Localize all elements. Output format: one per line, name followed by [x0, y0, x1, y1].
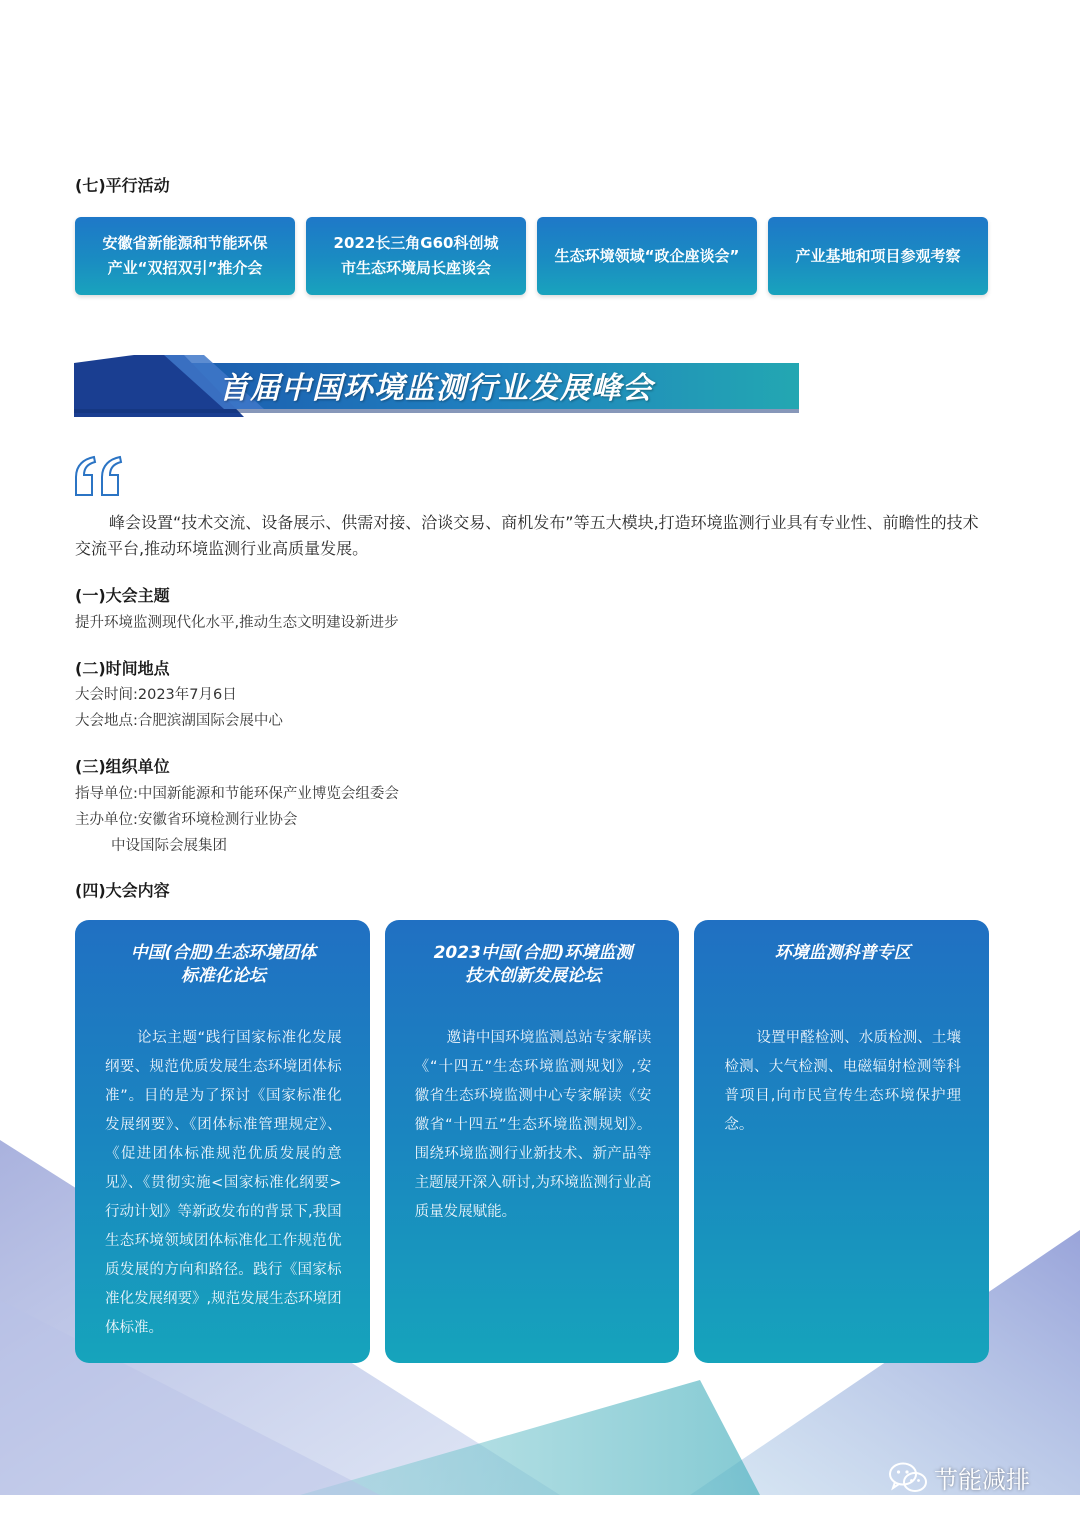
- activity-item: [537, 217, 757, 295]
- activity-label: 生态环境领域“政企座谈会”: [554, 246, 740, 265]
- content-card: [75, 920, 370, 1363]
- content-card: [385, 920, 680, 1363]
- theme-text: 提升环境监测现代化水平,推动生态文明建设新进步: [75, 615, 399, 631]
- summit-title: 首届中国环境监测行业发展峰会: [219, 371, 653, 406]
- summit-intro: 峰会设置“技术交流、设备展示、供需对接、洽谈交易、商机发布”等五大模块,打造环境监测行业具有专业性、前瞻性的技术交流平台,推动环境监测行业高质量发展。: [75, 513, 979, 558]
- card-title: 环境监测科普专区: [774, 943, 911, 963]
- parallel-activities-heading: (七)平行活动: [75, 176, 170, 195]
- watermark-text: 节能减排: [934, 1466, 1030, 1494]
- time-place-heading: (二)时间地点: [75, 659, 170, 678]
- activity-label: 2022长三角G60科创城 市生态环境局长座谈会: [333, 234, 499, 277]
- wechat-icon: [888, 1461, 928, 1495]
- activity-label: 产业基地和项目参观考察: [795, 246, 961, 265]
- card-body: 邀请中国环境监测总站专家解读《“十四五”生态环境监测规划》,安徽省生态环境监测中心专家解读《安徽省“十四五”生态环境监测规划》。围绕环境监测行业新技术、新产品等主题展开深入研讨,为环境监测行业高质量发展赋能。: [414, 1030, 652, 1220]
- quote-mark-icon: [72, 455, 126, 499]
- event-time: 大会时间:2023年7月6日: [75, 687, 237, 703]
- card-title: 2023中国(合肥)环境监测 技术创新发展论坛: [433, 943, 633, 986]
- event-place: 大会地点:合肥滨湖国际会展中心: [75, 713, 283, 729]
- host-unit: 主办单位:安徽省环境检测行业协会: [75, 812, 298, 828]
- theme-heading: (一)大会主题: [75, 586, 170, 605]
- wechat-watermark: [888, 1460, 1030, 1495]
- guide-unit: 指导单位:中国新能源和节能环保产业博览会组委会: [75, 786, 399, 802]
- activity-item: [306, 217, 526, 295]
- parallel-activities-list: [75, 217, 988, 295]
- activity-item: [768, 217, 988, 295]
- summit-banner: [74, 355, 804, 417]
- activity-label: 安徽省新能源和节能环保 产业“双招双引”推介会: [102, 234, 268, 277]
- content-card: [694, 920, 989, 1363]
- activity-item: [75, 217, 295, 295]
- content-heading: (四)大会内容: [75, 881, 170, 900]
- card-title: 中国(合肥)生态环境团体 标准化论坛: [130, 943, 317, 986]
- card-body: 论坛主题“践行国家标准化发展纲要、规范优质发展生态环境团体标准”。目的是为了探讨《国家标准化发展纲要》、《团体标准管理规定》、《促进团体标准规范优质发展的意见》、《贯彻实施<国家标准化纲要>行动计划》等新政发布的背景下,我国生态环境领域团体标准化工作规范优质发展的方向和路径。践行《国家标准化发展纲要》,规范发展生态环境团体标准。: [105, 1030, 342, 1336]
- host-unit-2: 中设国际会展集团: [111, 838, 227, 854]
- organizers-heading: (三)组织单位: [75, 757, 170, 776]
- card-body: 设置甲醛检测、水质检测、土壤检测、大气检测、电磁辐射检测等科普项目,向市民宣传生态环境保护理念。: [724, 1030, 962, 1133]
- content-cards: [75, 920, 989, 1363]
